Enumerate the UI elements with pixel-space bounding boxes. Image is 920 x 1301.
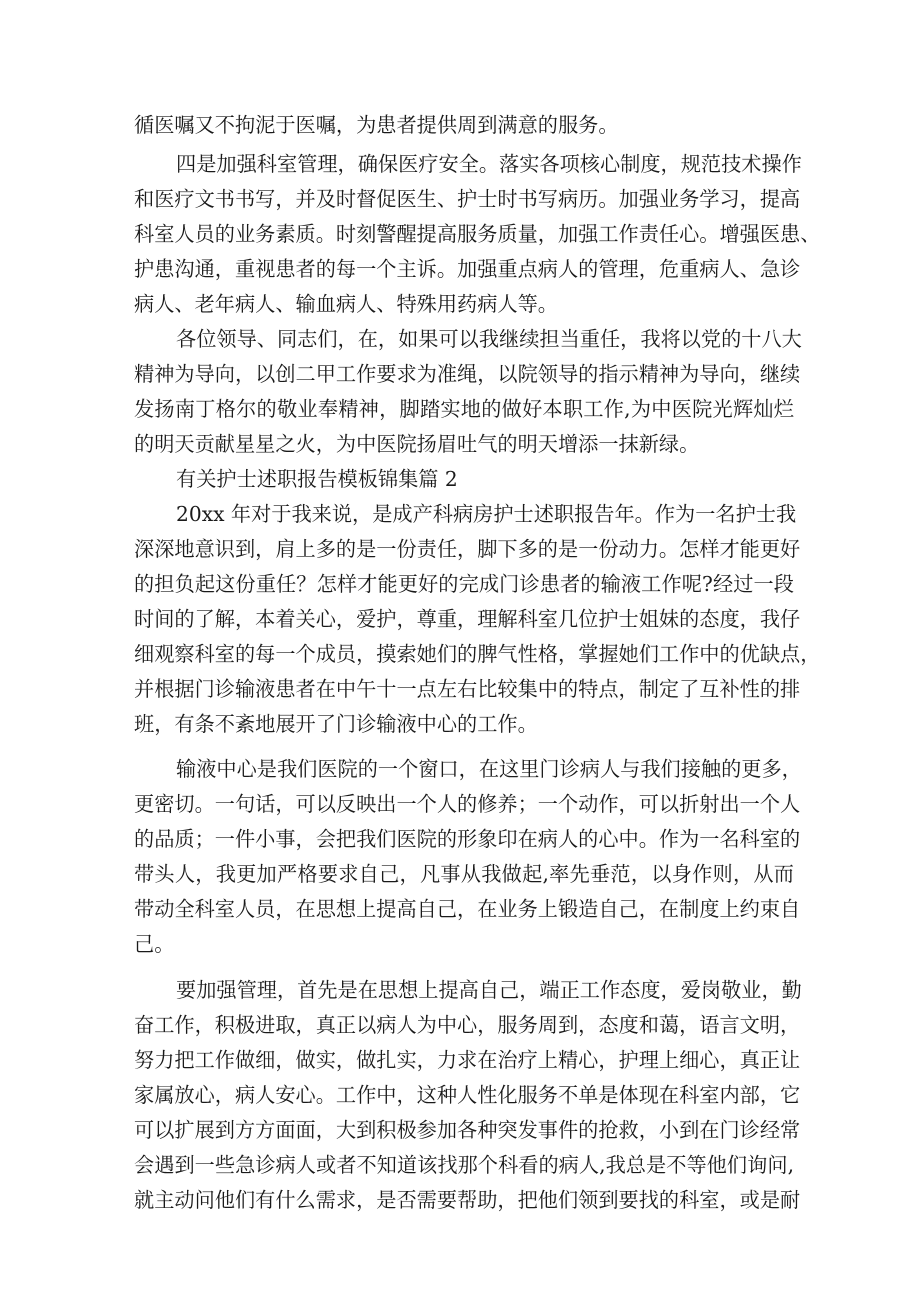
text-line: 输液中心是我们医院的一个窗口，在这里门诊病人与我们接触的更多， <box>176 757 802 781</box>
text-line: 科室人员的业务素质。时刻警醒提高服务质量，加强工作责任心。增强医患、 <box>134 222 821 246</box>
text-line: 深深地意识到，肩上多的是一份责任，脚下多的是一份动力。怎样才能更好 <box>134 537 801 561</box>
text-line: 护患沟通，重视患者的每一个主诉。加强重点病人的管理，危重病人、急诊 <box>134 257 801 281</box>
text-line: 的明天贡献星星之火，为中医院扬眉吐气的明天增添一抹新绿。 <box>134 432 700 456</box>
text-line: 病人、老年病人、输血病人、特殊用药病人等。 <box>134 292 558 316</box>
text-line: 会遇到一些急诊病人或者不知道该找那个科看的病人,我总是不等他们询问, <box>134 1153 794 1177</box>
text-line: 可以扩展到方方面面，大到积极参加各种突发事件的抢救，小到在门诊经常 <box>134 1118 801 1142</box>
text-line: 的担负起这份重任？怎样才能更好的完成门诊患者的输液工作呢?经过一段 <box>134 572 794 596</box>
text-line: 四是加强科室管理，确保医疗安全。落实各项核心制度，规范技术操作 <box>176 152 802 176</box>
text-line: 带动全科室人员，在思想上提高自己，在业务上锻造自己，在制度上约束自 <box>134 897 801 921</box>
text-line: 家属放心，病人安心。工作中，这种人性化服务不单是体现在科室内部，它 <box>134 1083 801 1107</box>
text-line: 各位领导、同志们，在，如果可以我继续担当重任，我将以党的十八大 <box>176 327 802 351</box>
text-line: 的品质；一件小事，会把我们医院的形象印在病人的心中。作为一名科室的 <box>134 827 801 851</box>
text-line: 和医疗文书书写，并及时督促医生、护士时书写病历。加强业务学习，提高 <box>134 187 801 211</box>
text-line: 精神为导向，以创二甲工作要求为准绳，以院领导的指示精神为导向，继续 <box>134 362 801 386</box>
text-line: 并根据门诊输液患者在中午十一点左右比较集中的特点，制定了互补性的排 <box>134 677 801 701</box>
section-heading: 有关护士述职报告模板锦集篇 2 <box>176 467 458 491</box>
text-line: 带头人，我更加严格要求自己，凡事从我做起,率先垂范，以身作则，从而 <box>134 862 794 886</box>
text-line: 细观察科室的每一个成员，摸索她们的脾气性格，掌握她们工作中的优缺点， <box>134 642 821 666</box>
text-line: 更密切。一句话，可以反映出一个人的修养；一个动作，可以折射出一个人 <box>134 792 801 816</box>
text-line: 就主动问他们有什么需求，是否需要帮助，把他们领到要找的科室，或是耐 <box>134 1188 801 1212</box>
text-line: 20xx 年对于我来说，是成产科病房护士述职报告年。作为一名护士我 <box>176 502 797 526</box>
text-line: 时间的了解，本着关心，爱护，尊重，理解科室几位护士姐妹的态度，我仔 <box>134 607 801 631</box>
text-line: 班，有条不紊地展开了门诊输液中心的工作。 <box>134 712 538 736</box>
text-line: 奋工作，积极进取，真正以病人为中心，服务周到，态度和蔼，语言文明， <box>134 1013 801 1037</box>
text-line: 要加强管理，首先是在思想上提高自己，端正工作态度，爱岗敬业，勤 <box>176 978 802 1002</box>
text-line: 己。 <box>134 932 175 956</box>
text-line: 循医嘱又不拘泥于医嘱，为患者提供周到满意的服务。 <box>134 113 619 137</box>
text-line: 努力把工作做细，做实，做扎实，力求在治疗上精心，护理上细心，真正让 <box>134 1048 801 1072</box>
text-line: 发扬南丁格尔的敬业奉精神，脚踏实地的做好本职工作,为中医院光辉灿烂 <box>134 397 794 421</box>
